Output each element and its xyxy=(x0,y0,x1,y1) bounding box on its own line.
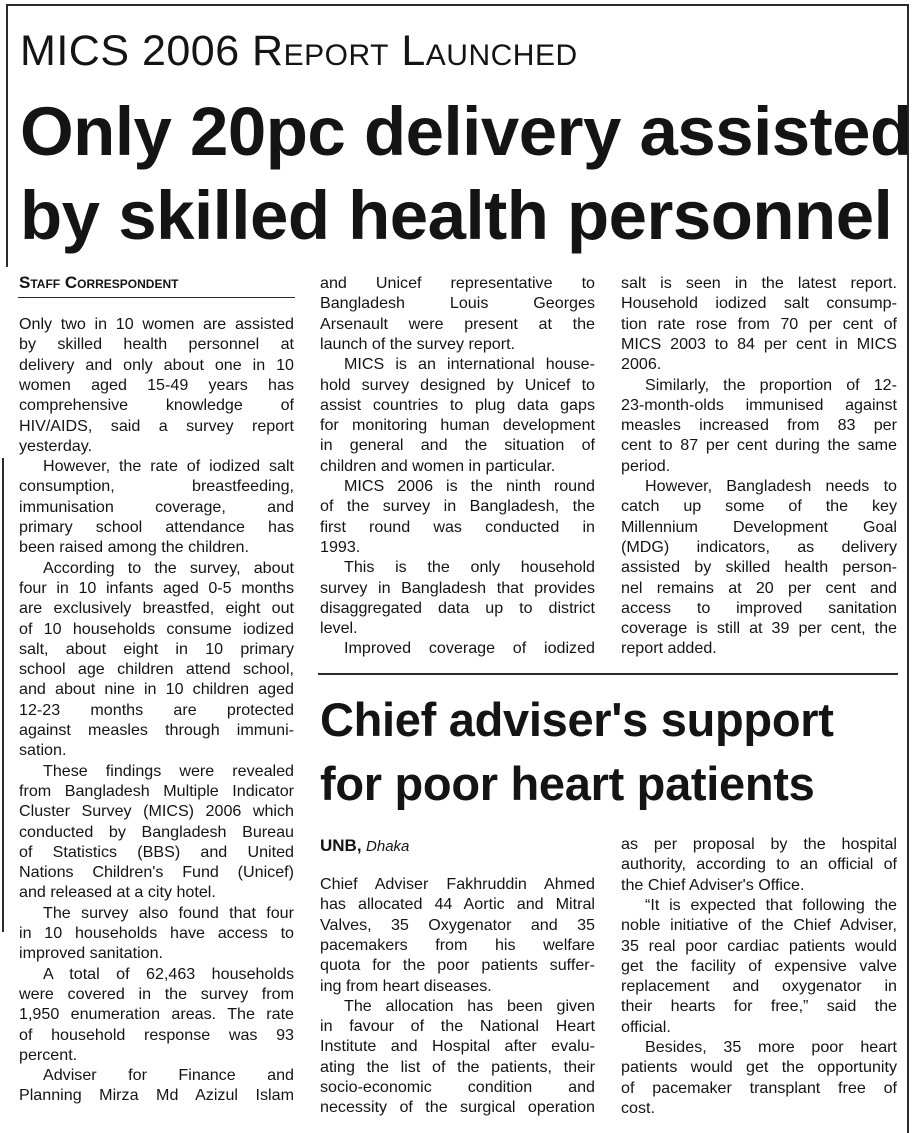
story2-col2-line: 35 real poor cardiac patients would xyxy=(621,936,897,955)
story1-col1-line: comprehensive knowledge of xyxy=(19,396,294,415)
story2-col1-line: Chief Adviser Fakhruddin Ahmed xyxy=(320,875,595,893)
story2-col2-line: Besides, 35 more poor heart xyxy=(645,1038,897,1056)
story1-col3-line: access to improved sanitation xyxy=(621,598,897,617)
story1-col2-line: Arsenault were present at the xyxy=(320,314,595,333)
story1-col1-line: 12-23 months are protected xyxy=(19,700,294,719)
story1-col2-line: and Unicef representative to xyxy=(320,274,595,292)
story1-col3-line: assisted by skilled health person- xyxy=(621,558,897,577)
byline xyxy=(19,273,178,294)
story-divider xyxy=(318,673,898,675)
story1-col3-line: Household iodized salt consump- xyxy=(621,294,897,313)
byline-source: UNB, xyxy=(320,836,362,855)
story1-col1-line: improved sanitation. xyxy=(19,944,164,963)
story1-col1-line: were covered in the survey from xyxy=(19,984,294,1003)
story1-col1-line: delivery and only about one in 10 xyxy=(19,355,294,374)
story1-col2-line: level. xyxy=(320,619,358,638)
story1-col1-line: from Bangladesh Multiple Indicator xyxy=(19,781,294,800)
story1-col2-line: survey in Bangladesh that provides xyxy=(320,578,595,597)
story1-col2-line: Bangladesh Louis Georges xyxy=(320,294,595,313)
story1-col1-line: immunisation coverage, and xyxy=(19,497,294,516)
story1-col2-line: MICS 2006 is the ninth round xyxy=(344,477,595,495)
story1-col3-line: cent to 87 per cent during the same xyxy=(621,436,897,455)
story1-col3-line: catch up some of the key xyxy=(621,497,897,516)
story1-col3-line: Similarly, the proportion of 12- xyxy=(645,375,897,394)
story1-col2-line: This is the only household xyxy=(344,558,595,577)
story2-col2-line: of pacemaker transplant free of xyxy=(621,1078,897,1097)
story1-col2-line: for monitoring human development xyxy=(320,416,595,435)
story1-col3-line: MICS 2003 to 84 per cent in MICS xyxy=(621,334,897,353)
headline-line-2: by skilled health personnel xyxy=(20,177,893,254)
story2-col1-line: has allocated 44 Aortic and Mitral xyxy=(320,895,595,914)
story1-col1-line: 1,950 enumeration areas. The rate xyxy=(19,1005,294,1024)
story2-col2-line: replacement and oxygenator in xyxy=(621,977,897,996)
top-border xyxy=(6,4,908,6)
story1-col3-line: However, Bangladesh needs to xyxy=(645,477,897,495)
right-border xyxy=(907,4,909,1133)
headline2-line-1: Chief adviser's support xyxy=(320,693,834,746)
story1-col1-line: against measles through immuni- xyxy=(19,721,294,739)
story1-col1-line: percent. xyxy=(19,1045,78,1064)
story1-col2-line: of the survey in Bangladesh, the xyxy=(320,497,595,516)
story1-col1-line: consumption, breastfeeding, xyxy=(19,477,294,496)
story1-col3-line: tion rate rose from 70 per cent of xyxy=(621,314,897,333)
story1-col3-line: Millennium Development Goal xyxy=(621,517,897,536)
story2-col1-line: The allocation has been given xyxy=(344,996,595,1015)
story1-col1-line: of 10 households consume iodized xyxy=(19,619,294,638)
story1-col1-line: and about nine in 10 children aged xyxy=(19,680,294,699)
story1-col1-line: of Statistics (BBS) and United xyxy=(19,842,294,861)
story1-col1-line: According to the survey, about xyxy=(43,558,294,577)
story1-col1-line: by skilled health personnel at xyxy=(19,335,294,354)
story1-col1-line: primary school attendance has xyxy=(19,518,294,536)
story1-col3-line: period. xyxy=(621,456,671,475)
byline-place: Dhaka xyxy=(366,838,410,855)
story1-col3-line: measles increased from 83 per xyxy=(621,416,897,435)
byline-2 xyxy=(320,836,409,857)
story1-col1-line: Cluster Survey (MICS) 2006 which xyxy=(19,802,294,821)
story2-col1-line: quota for the poor patients suffer- xyxy=(320,956,595,975)
story1-col1-line: been raised among the children. xyxy=(19,538,249,557)
story2-col2-line: “It is expected that following the xyxy=(645,895,897,914)
story2-col2-line: patients would get the opportunity xyxy=(621,1058,897,1077)
story2-col2-line: cost. xyxy=(621,1098,655,1117)
story2-col2-line: authority, according to an official of xyxy=(621,855,897,874)
story2-col1-line: in favour of the National Heart xyxy=(320,1017,595,1036)
byline-underline xyxy=(18,297,295,298)
story1-col2-line: in general and the situation of xyxy=(320,436,595,455)
story2-col1-line: necessity of the surgical operation xyxy=(320,1098,595,1117)
story1-col1-line: women aged 15-49 years has xyxy=(19,375,294,394)
story1-column-3 xyxy=(621,273,897,663)
story1-col1-line: Nations Children's Fund (Unicef) xyxy=(19,863,294,882)
story1-col3-line: 2006. xyxy=(621,355,662,374)
story2-col1-line: ating the list of the patients, their xyxy=(320,1057,595,1076)
story2-col1-line: Valves, 35 Oxygenator and 35 xyxy=(320,915,595,934)
story1-col1-line: HIV/AIDS, said a survey report xyxy=(19,416,294,435)
story1-col1-line: Only two in 10 women are assisted xyxy=(19,315,294,333)
story1-col1-line: Adviser for Finance and xyxy=(43,1066,294,1085)
story2-col1-line: ing from heart diseases. xyxy=(320,976,492,995)
story1-col1-line: A total of 62,463 households xyxy=(43,964,294,983)
story1-col1-line: However, the rate of iodized salt xyxy=(43,457,294,476)
story1-col3-line: coverage is still at 39 per cent, the xyxy=(621,619,897,638)
story1-col2-line: disaggregated data up to district xyxy=(320,598,595,617)
left-border xyxy=(6,4,8,267)
story1-col2-line: first round was conducted in xyxy=(320,517,595,536)
story1-col3-line: 23-month-olds immunised against xyxy=(621,395,897,414)
story1-column-2 xyxy=(320,273,595,663)
story1-col1-line: conducted by Bangladesh Bureau xyxy=(19,822,294,841)
byline-author: Staff Correspondent xyxy=(19,273,179,292)
story2-column-1 xyxy=(320,874,595,1124)
story1-col1-line: The survey also found that four xyxy=(43,903,294,922)
story2-col2-line: their hearts for free,” said the xyxy=(621,997,897,1016)
story1-col2-line: Improved coverage of iodized xyxy=(344,639,595,658)
story2-col1-line: socio-economic condition and xyxy=(320,1078,595,1096)
story1-col3-line: nel remains at 20 per cent and xyxy=(621,578,897,597)
story1-col2-line: hold survey designed by Unicef to xyxy=(320,375,595,394)
story1-col1-line: of household response was 93 xyxy=(19,1025,294,1044)
story2-col2-line: as per proposal by the hospital xyxy=(621,835,897,853)
story1-col1-line: Planning Mirza Md Azizul Islam xyxy=(19,1086,294,1105)
story2-column-2 xyxy=(621,834,897,1124)
story1-col1-line: sation. xyxy=(19,741,67,760)
story1-col3-line: salt is seen in the latest report. xyxy=(621,274,897,292)
story2-col2-line: get the facility of expensive valve xyxy=(621,956,897,975)
story1-col1-line: salt, about eight in 10 primary xyxy=(19,639,294,658)
kicker: MICS 2006 Report Launched xyxy=(20,27,578,75)
story1-col2-line: 1993. xyxy=(320,537,361,556)
story1-col2-line: MICS is an international house- xyxy=(344,355,595,374)
story1-col1-line: four in 10 infants aged 0-5 months xyxy=(19,578,294,597)
story1-col1-line: These findings were revealed xyxy=(43,761,294,780)
story1-col1-line: are exclusively breastfed, eight out xyxy=(19,599,294,618)
story1-col1-line: yesterday. xyxy=(19,436,93,455)
story1-col2-line: launch of the survey report. xyxy=(320,334,516,353)
story2-col2-line: the Chief Adviser's Office. xyxy=(621,875,805,894)
story1-col2-line: assist countries to plug data gaps xyxy=(320,395,595,414)
story1-col3-line: report added. xyxy=(621,639,717,658)
left-margin-bar xyxy=(2,458,4,932)
story1-col3-line: (MDG) indicators, as delivery xyxy=(621,537,897,556)
story1-col1-line: and released at a city hotel. xyxy=(19,883,216,902)
story1-col1-line: in 10 households have access to xyxy=(19,924,294,942)
story2-col2-line: official. xyxy=(621,1017,671,1036)
headline-line-1: Only 20pc delivery assisted xyxy=(20,93,912,170)
headline2-line-2: for poor heart patients xyxy=(320,757,815,810)
story1-col1-line: school age children attend school, xyxy=(19,660,294,679)
story1-col2-line: children and women in particular. xyxy=(320,456,556,475)
story2-col2-line: noble initiative of the Chief Adviser, xyxy=(621,916,897,935)
story2-col1-line: pacemakers from his welfare xyxy=(320,935,595,954)
story1-column-1 xyxy=(19,314,294,1114)
story2-col1-line: Institute and Hospital after evalu- xyxy=(320,1037,595,1056)
